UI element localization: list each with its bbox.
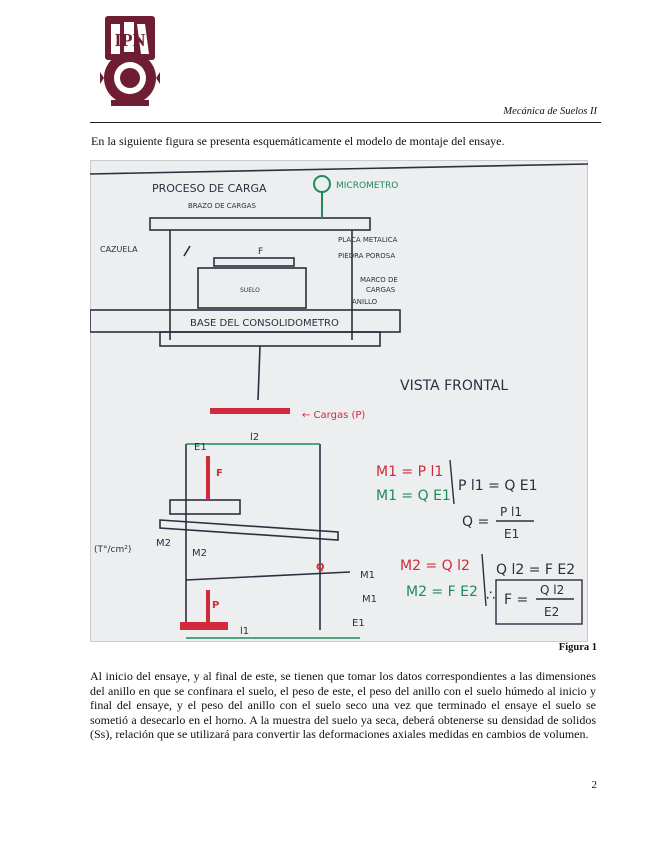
- svg-text:M1: M1: [362, 594, 377, 605]
- svg-text:BASE DEL CONSOLIDOMETRO: BASE DEL CONSOLIDOMETRO: [190, 318, 339, 329]
- svg-text:PROCESO DE CARGA: PROCESO DE CARGA: [152, 182, 267, 195]
- svg-text:MARCO DE: MARCO DE: [360, 276, 398, 284]
- svg-text:E2: E2: [544, 605, 560, 619]
- svg-text:SUELO: SUELO: [240, 287, 260, 294]
- page-number: 2: [591, 779, 597, 791]
- intro-paragraph: En la siguiente figura se presenta esquemáticamente el modelo de montaje del ensaye.: [91, 134, 505, 148]
- header-rule: [90, 122, 601, 123]
- svg-text:P l1 = Q E1: P l1 = Q E1: [458, 478, 538, 494]
- svg-text:P: P: [212, 600, 220, 611]
- svg-text:M1 = Q E1: M1 = Q E1: [376, 488, 451, 504]
- svg-text:l1: l1: [240, 626, 250, 637]
- svg-text:Q: Q: [316, 562, 325, 573]
- svg-text:F: F: [258, 247, 264, 257]
- svg-text:F =: F =: [504, 592, 529, 608]
- svg-text:E1: E1: [194, 442, 207, 453]
- svg-text:CARGAS: CARGAS: [366, 286, 396, 294]
- svg-text:(T°/cm²): (T°/cm²): [94, 545, 132, 555]
- svg-text:M2: M2: [192, 548, 207, 559]
- svg-text:Q l2 = F E2: Q l2 = F E2: [496, 562, 576, 578]
- ipn-logo: [97, 14, 163, 110]
- svg-text:E1: E1: [504, 527, 520, 541]
- svg-text:IPN: IPN: [114, 30, 146, 50]
- svg-text:ANILLO: ANILLO: [352, 298, 378, 306]
- svg-text:∴: ∴: [486, 588, 495, 604]
- svg-text:Q =: Q =: [462, 514, 490, 530]
- svg-text:BRAZO DE CARGAS: BRAZO DE CARGAS: [188, 202, 256, 210]
- svg-text:M2 = Q l2: M2 = Q l2: [400, 558, 470, 574]
- svg-text:PIEDRA POROSA: PIEDRA POROSA: [338, 252, 396, 260]
- svg-text:CAZUELA: CAZUELA: [100, 245, 138, 254]
- svg-text:M1 = P l1: M1 = P l1: [376, 464, 444, 480]
- svg-text:M2 = F E2: M2 = F E2: [406, 584, 478, 600]
- svg-text:l2: l2: [250, 432, 260, 443]
- svg-text:F: F: [216, 468, 223, 479]
- svg-text:Q l2: Q l2: [540, 583, 565, 597]
- svg-text:E1: E1: [352, 618, 365, 629]
- header-title: Mecánica de Suelos II: [503, 106, 597, 117]
- svg-text:VISTA FRONTAL: VISTA FRONTAL: [400, 378, 509, 394]
- figure-whiteboard: [90, 160, 588, 642]
- svg-text:M1: M1: [360, 570, 375, 581]
- svg-text:PLACA METALICA: PLACA METALICA: [338, 236, 398, 244]
- body-paragraph: Al inicio del ensaye, y al final de este, se tienen que tomar los datos correspondientes a las dimensiones del anillo en que se confinara el suelo, el peso de este, el peso del anillo con el suelo húmedo al inicio y final del ensaye, y el peso del anillo con el suelo seco una vez que terminado el ensaye el suelo se sometió a desecarlo en el horno. A la muestra del suelo ya seca, deberá obtenerse su densidad de solidos (Ss), relación que se utilizará para convertir las deformaciones axiales medidas en cambios de volumen.: [90, 669, 596, 742]
- svg-text:← Cargas (P): ← Cargas (P): [302, 410, 366, 421]
- svg-text:MICROMETRO: MICROMETRO: [336, 181, 399, 191]
- figure-caption: Figura 1: [558, 642, 597, 653]
- svg-text:M2: M2: [156, 538, 171, 549]
- svg-text:P l1: P l1: [500, 505, 523, 519]
